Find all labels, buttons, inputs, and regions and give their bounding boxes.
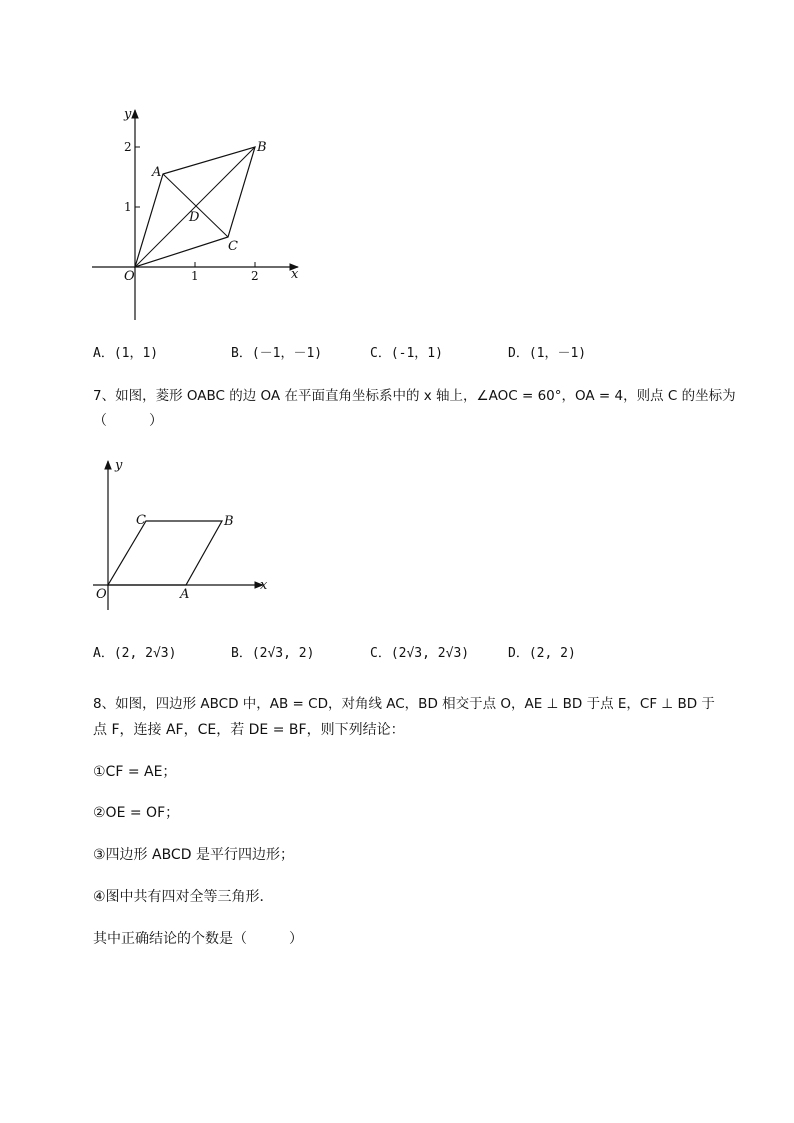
q7-stem-line1: 7、如图，菱形 OABC 的边 OA 在平面直角坐标系中的 x 轴上，∠AOC = 60°，OA = 4，则点 C 的坐标为 — [93, 388, 736, 404]
axis-label-y: y — [124, 107, 132, 122]
point-label-A: A — [180, 587, 190, 602]
tick-label-y2: 2 — [124, 140, 132, 154]
q8-stem-line2: 点 F，连接 AF，CE，若 DE = BF，则下列结论： — [93, 722, 405, 738]
q7-option-c[interactable]: C．(2√3, 2√3) — [370, 646, 470, 661]
point-label-C: C — [136, 513, 146, 528]
q8-conclusion-1: ①CF = AE； — [93, 764, 177, 780]
point-label-A: A — [152, 165, 162, 180]
q7-option-b[interactable]: B．(2√3, 2) — [231, 646, 315, 661]
q6-option-d[interactable]: D．(1，－1) — [508, 346, 587, 361]
q7-stem-line2: （ ） — [93, 413, 163, 429]
point-label-O: O — [124, 269, 135, 284]
tick-label-y1: 1 — [124, 200, 132, 214]
q8-conclusion-4: ④图中共有四对全等三角形． — [93, 889, 274, 905]
figure-6 — [80, 100, 320, 330]
figure-7 — [85, 455, 285, 615]
point-label-O: O — [96, 587, 107, 602]
tick-label-x2: 2 — [251, 269, 259, 283]
rhombus-OABC — [108, 521, 222, 585]
point-label-B: B — [257, 140, 267, 155]
q7-option-d[interactable]: D．(2, 2) — [508, 646, 576, 661]
axis-label-x: x — [260, 578, 268, 593]
q8-conclusion-3: ③四边形 ABCD 是平行四边形； — [93, 847, 294, 863]
q6-option-a[interactable]: A．(1，1) — [93, 346, 159, 361]
point-label-D: D — [189, 210, 200, 225]
q8-conclusion-2: ②OE = OF； — [93, 805, 180, 821]
q6-option-c[interactable]: C．(-1，1) — [370, 346, 443, 361]
point-label-B: B — [224, 514, 234, 529]
axis-label-y: y — [115, 458, 123, 473]
q7-option-a[interactable]: A．(2, 2√3) — [93, 646, 177, 661]
q8-question: 其中正确结论的个数是（ ） — [93, 931, 303, 947]
point-label-C: C — [228, 239, 238, 254]
tick-label-x1: 1 — [191, 269, 199, 283]
q6-option-b[interactable]: B．(－1，－1) — [231, 346, 323, 361]
axis-label-x: x — [291, 267, 299, 282]
q8-stem-line1: 8、如图，四边形 ABCD 中，AB = CD，对角线 AC，BD 相交于点 O，AE ⊥ BD 于点 E，CF ⊥ BD 于 — [93, 696, 715, 712]
